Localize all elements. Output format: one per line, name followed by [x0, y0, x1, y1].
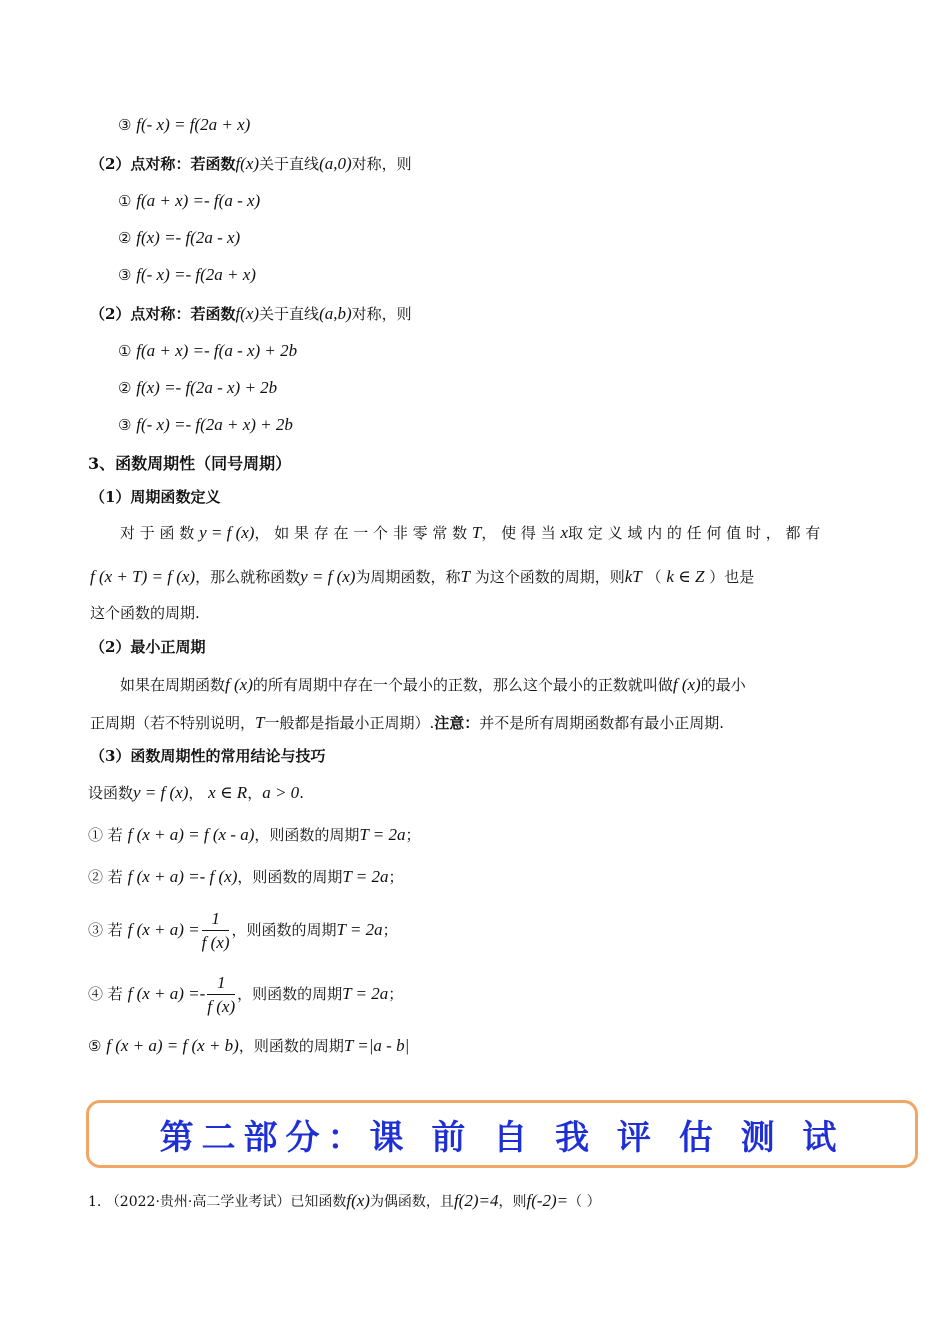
text: .	[299, 784, 304, 802]
axis-sym-item-3	[118, 114, 250, 136]
formula: f(a + x) =- f(a - x) + 2b	[136, 341, 298, 360]
item-marker: ②	[118, 379, 132, 397]
formula: T = 2a	[336, 920, 383, 939]
item-marker: ①	[118, 192, 132, 210]
point-sym-a-item-1	[118, 190, 260, 212]
item-marker: ③	[118, 116, 132, 134]
formula: f(a + x) =- f(a - x)	[136, 191, 261, 210]
period-rule-1	[88, 824, 421, 846]
text: ， 使 得 当	[481, 524, 556, 542]
text: ， 如 果 存 在 一 个 非 零 常 数	[254, 524, 468, 542]
text: ；	[405, 826, 421, 844]
text: 为这个函数的周期，则	[474, 568, 625, 586]
text: ，则函数的周期	[237, 868, 343, 886]
text: ；	[382, 921, 398, 939]
formula: f (x + a) =-	[127, 984, 206, 1003]
sub2-para-line-2	[90, 712, 724, 734]
text: 若	[107, 985, 123, 1003]
item-marker: ①	[88, 826, 104, 844]
question-1	[88, 1190, 601, 1213]
formula: k ∈ Z	[666, 567, 705, 586]
text: 设函数	[88, 784, 134, 802]
text: 为周期函数，称	[355, 568, 461, 586]
numerator: 1	[207, 972, 235, 995]
item-marker: ②	[88, 868, 104, 886]
formula: y = f (x)	[300, 567, 356, 586]
formula: T	[471, 523, 482, 542]
point-sym-ab-item-2	[118, 377, 277, 399]
denominator: f (x)	[207, 996, 236, 1016]
question-text: （2022·贵州·高二学业考试）已知函数	[105, 1194, 347, 1210]
text: ；	[388, 985, 404, 1003]
text: 的所有周期中存在一个最小的正数，那么这个最小的正数就叫做	[252, 676, 673, 694]
formula: kT	[624, 567, 642, 586]
text: 一般都是指最小正周期）.	[264, 714, 435, 732]
sub3-setup	[88, 782, 304, 804]
formula: f(x)	[346, 1191, 370, 1210]
formula: f (x + a) = f (x + b)	[106, 1036, 239, 1055]
text: 对 于 函 数	[120, 524, 195, 542]
item-marker: ③	[118, 266, 132, 284]
text: 取 定 义 域 内 的 任 何 值 时 ， 都 有	[568, 524, 821, 542]
text: ，	[247, 784, 263, 802]
section-banner	[86, 1100, 918, 1168]
heading-text: 关于直线	[259, 155, 320, 173]
sub1-heading: （1）周期函数定义	[90, 488, 221, 506]
text: ，	[188, 784, 204, 802]
item-marker: ④	[88, 985, 104, 1003]
numerator: 1	[202, 908, 230, 931]
text: 如果在周期函数	[120, 676, 226, 694]
formula: a > 0	[262, 783, 300, 802]
point-sym-ab-item-1	[118, 340, 297, 362]
text: ，则函数的周期	[237, 985, 343, 1003]
question-number: 1.	[88, 1194, 102, 1210]
formula: y = f (x)	[199, 523, 255, 542]
formula: f (x)	[225, 675, 253, 694]
text: ；	[388, 868, 404, 886]
text: ，则函数的周期	[238, 1037, 344, 1055]
formula: T = 2a	[359, 825, 406, 844]
sub1-para-line-1	[120, 522, 820, 544]
heading-text: 对称，则	[351, 305, 412, 323]
formula: f (x + a) =	[127, 920, 200, 939]
item-marker: ③	[118, 416, 132, 434]
formula: f(x) =- f(2a - x) + 2b	[136, 378, 278, 397]
text: ，则函数的周期	[254, 826, 360, 844]
formula: f (x + T) = f (x)	[90, 567, 196, 586]
text: ，则函数的周期	[231, 921, 337, 939]
sub2-para-line-1	[120, 674, 746, 696]
text: 若	[107, 868, 123, 886]
point-sym-a-heading	[90, 153, 412, 175]
text: ）也是	[709, 568, 755, 586]
question-text: ，则	[498, 1194, 527, 1210]
heading-text: （2）点对称：若函数	[90, 305, 236, 323]
answer-blank: （ ）	[568, 1194, 601, 1210]
point-symbol: (a,b)	[319, 304, 352, 323]
item-marker: ①	[118, 342, 132, 360]
formula: f(- x) =- f(2a + x)	[136, 265, 256, 284]
text: 的最小	[700, 676, 746, 694]
banner-title: 第二部分：课 前 自 我 评 估 测 试	[159, 1117, 845, 1158]
period-rule-2	[88, 866, 404, 888]
point-sym-ab-item-3	[118, 414, 293, 436]
point-sym-ab-heading	[90, 303, 412, 325]
text: 若	[107, 921, 123, 939]
formula: T	[255, 713, 265, 732]
heading-text: 关于直线	[259, 305, 320, 323]
func-symbol: f(x)	[235, 154, 260, 173]
note-label: 注意：	[434, 714, 480, 732]
text: 若	[107, 826, 123, 844]
func-symbol: f(x)	[235, 304, 260, 323]
formula: x	[560, 523, 569, 542]
point-sym-a-item-2	[118, 227, 240, 249]
point-symbol: (a,0)	[319, 154, 352, 173]
heading-text: （2）点对称：若函数	[90, 155, 236, 173]
formula: f (x + a) =- f (x)	[127, 867, 238, 886]
fraction	[202, 908, 230, 955]
sub1-para-line-3: 这个函数的周期.	[90, 604, 200, 622]
sub1-para-line-2	[90, 566, 754, 588]
text: 并不是所有周期函数都有最小正周期.	[479, 714, 725, 732]
period-rule-4	[88, 970, 403, 1019]
period-rule-3	[88, 906, 398, 955]
sub3-heading: （3）函数周期性的常用结论与技巧	[90, 747, 326, 765]
formula: T = 2a	[342, 867, 389, 886]
formula: f(x) =- f(2a - x)	[136, 228, 241, 247]
period-rule-5	[88, 1035, 409, 1057]
formula: f (x)	[672, 675, 701, 694]
formula: f(-2)=	[526, 1191, 569, 1210]
text: ，那么就称函数	[195, 568, 301, 586]
formula: T = 2a	[342, 984, 389, 1003]
text: （	[646, 568, 662, 586]
point-sym-a-item-3	[118, 264, 256, 286]
denominator: f (x)	[201, 932, 230, 952]
section-title: 3、函数周期性（同号周期）	[88, 454, 292, 473]
sub2-heading: （2）最小正周期	[90, 638, 206, 656]
formula: T =|a - b|	[343, 1036, 410, 1055]
formula: f(- x) = f(2a + x)	[136, 115, 251, 134]
item-marker: ②	[118, 229, 132, 247]
formula: x ∈ R	[208, 783, 248, 802]
item-marker: ③	[88, 921, 104, 939]
text: 正周期（若不特别说明，	[90, 714, 256, 732]
fraction	[207, 972, 235, 1019]
formula: f(2)=4	[453, 1191, 499, 1210]
formula: T	[460, 567, 470, 586]
formula: y = f (x)	[133, 783, 189, 802]
question-text: 为偶函数，且	[369, 1194, 454, 1210]
item-marker: ⑤	[88, 1037, 102, 1055]
formula: f (x + a) = f (x - a)	[127, 825, 255, 844]
heading-text: 对称，则	[351, 155, 412, 173]
formula: f(- x) =- f(2a + x) + 2b	[136, 415, 293, 434]
